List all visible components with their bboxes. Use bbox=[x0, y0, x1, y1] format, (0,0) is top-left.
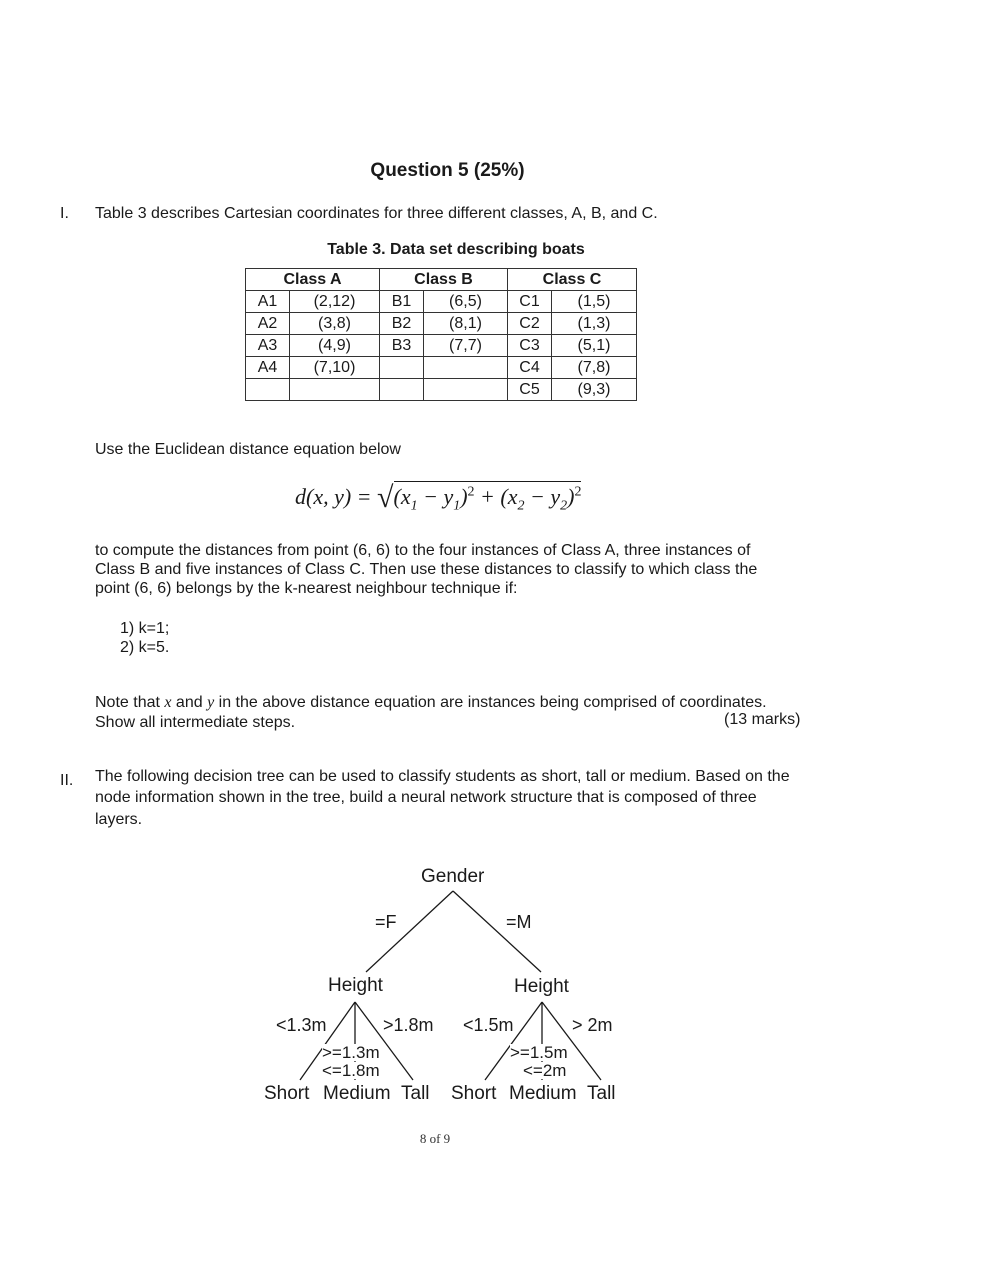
part-two-line-3: layers. bbox=[95, 811, 143, 828]
edge-label-left-mid1: >=1.3m bbox=[322, 1043, 380, 1062]
edge-label-left-mid2: <=1.8m bbox=[322, 1061, 380, 1080]
table-cell: (5,1) bbox=[552, 335, 637, 357]
table-cell: (8,1) bbox=[424, 313, 508, 335]
note-text-b: and bbox=[171, 694, 208, 711]
edge-label-female: =F bbox=[375, 912, 397, 932]
edge-label-right-mid1: >=1.5m bbox=[510, 1043, 568, 1062]
table-caption: Table 3. Data set describing boats bbox=[327, 241, 585, 258]
list-item: 2) k=5. bbox=[120, 639, 170, 656]
table-cell: (2,12) bbox=[290, 291, 380, 313]
table-cell: (3,8) bbox=[290, 313, 380, 335]
table-header-class-a: Class A bbox=[246, 269, 380, 291]
edge-label-male: =M bbox=[506, 912, 532, 932]
edge-label-right-mid2: <=2m bbox=[523, 1061, 567, 1080]
note-line-2: Show all intermediate steps. bbox=[95, 714, 296, 731]
table-cell: (7,8) bbox=[552, 357, 637, 379]
leaf-short-left: Short bbox=[264, 1083, 310, 1104]
table-cell: A4 bbox=[246, 357, 290, 379]
edge-label-right-gt: > 2m bbox=[572, 1015, 613, 1035]
tree-node-height-left: Height bbox=[328, 975, 383, 996]
table-cell: (1,3) bbox=[552, 313, 637, 335]
list-item: 1) k=1; bbox=[120, 620, 170, 637]
tree-root-gender: Gender bbox=[421, 866, 485, 887]
instructions-line-1: to compute the distances from point (6, 6) to the four instances of Class A, three instances of bbox=[95, 542, 751, 559]
table-cell: A3 bbox=[246, 335, 290, 357]
note-y: y bbox=[207, 694, 215, 711]
leaf-tall-right: Tall bbox=[587, 1083, 616, 1104]
leaf-tall-left: Tall bbox=[401, 1083, 430, 1104]
formula-lhs: d(x, y) = bbox=[295, 484, 378, 509]
sqrt-sign: √ bbox=[377, 481, 394, 514]
question-title: Question 5 (25%) bbox=[370, 160, 525, 181]
edge-label-left-gt: >1.8m bbox=[383, 1015, 434, 1035]
edge-label-left-lt: <1.3m bbox=[276, 1015, 327, 1035]
instructions-line-3: point (6, 6) belongs by the k-nearest neighbour technique if: bbox=[95, 580, 518, 597]
table-cell: (7,7) bbox=[424, 335, 508, 357]
part-one-numeral: I. bbox=[60, 205, 69, 222]
part-one-intro: Table 3 describes Cartesian coordinates for three different classes, A, B, and C. bbox=[95, 205, 658, 222]
table-cell: (1,5) bbox=[552, 291, 637, 313]
table-cell: (4,9) bbox=[290, 335, 380, 357]
instructions-line-2: Class B and five instances of Class C. Then use these distances to classify to which class the bbox=[95, 561, 758, 578]
table-cell: A1 bbox=[246, 291, 290, 313]
table-cell: (6,5) bbox=[424, 291, 508, 313]
note-x: x bbox=[164, 694, 172, 711]
part-two-line-2: node information shown in the tree, build a neural network structure that is composed of three bbox=[95, 789, 757, 806]
part-two-line-1: The following decision tree can be used to classify students as short, tall or medium. Based on the bbox=[95, 768, 790, 785]
table-cell: B3 bbox=[380, 335, 424, 357]
table-cell: C1 bbox=[508, 291, 552, 313]
tree-node-height-right: Height bbox=[514, 976, 569, 997]
table-cell: C5 bbox=[508, 379, 552, 401]
leaf-short-right: Short bbox=[451, 1083, 497, 1104]
edge-label-right-lt: <1.5m bbox=[463, 1015, 514, 1035]
table-cell: C2 bbox=[508, 313, 552, 335]
leaf-medium-left: Medium bbox=[323, 1083, 391, 1104]
table-cell: C3 bbox=[508, 335, 552, 357]
leaf-medium-right: Medium bbox=[509, 1083, 577, 1104]
formula-radicand: $(x_1 - y_1)^2 + (x_2 - y_2)^2$ bbox=[394, 481, 582, 509]
table-cell: B2 bbox=[380, 313, 424, 335]
table-cell: (9,3) bbox=[552, 379, 637, 401]
use-equation-text: Use the Euclidean distance equation below bbox=[95, 441, 401, 458]
table-cell: B1 bbox=[380, 291, 424, 313]
part-two-numeral: II. bbox=[60, 772, 74, 789]
table-cell: C4 bbox=[508, 357, 552, 379]
table-cell: (7,10) bbox=[290, 357, 380, 379]
table-header-class-c: Class C bbox=[508, 269, 637, 291]
note-text-c: in the above distance equation are instances being comprised of coordinates. bbox=[214, 694, 767, 711]
page-number: 8 of 9 bbox=[419, 1131, 451, 1146]
table-cell: A2 bbox=[246, 313, 290, 335]
table-header-class-b: Class B bbox=[380, 269, 508, 291]
marks-label: (13 marks) bbox=[724, 711, 801, 728]
note-text-a: Note that bbox=[95, 694, 165, 711]
